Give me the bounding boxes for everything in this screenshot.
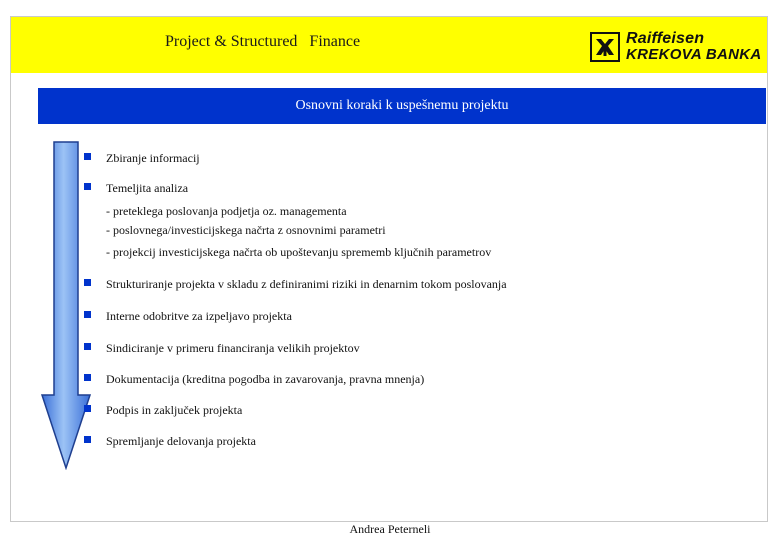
bullet-square-icon	[84, 405, 91, 412]
raiffeisen-gable-cross-icon	[590, 32, 620, 62]
subtitle-text: Osnovni koraki k uspešnemu projektu	[295, 98, 509, 113]
list-item-label: Strukturiranje projekta v skladu z definiranimi riziki in denarnim tokom poslovanja	[106, 277, 507, 291]
bullet-square-icon	[84, 183, 91, 190]
bullet-square-icon	[84, 343, 91, 350]
list-item-label: Zbiranje informacij	[106, 151, 200, 165]
subtitle-bar	[38, 88, 766, 124]
logo-text-raiffeisen: Raiffeisen	[626, 30, 705, 47]
analysis-subitem: - poslovnega/investicijskega načrta z osnovnimi parametri	[106, 223, 386, 237]
bullet-square-icon	[84, 279, 91, 286]
list-item-label: Temeljita analiza	[106, 181, 189, 195]
bullet-square-icon	[84, 436, 91, 443]
raiffeisen-logo	[590, 30, 760, 66]
analysis-subitem: - preteklega poslovanja podjetja oz. managementa	[106, 204, 347, 218]
list-item-label: Dokumentacija (kreditna pogodba in zavarovanja, pravna mnenja)	[106, 372, 425, 386]
list-item-label: Podpis in zaključek projekta	[106, 403, 243, 417]
analysis-subitem: - projekcij investicijskega načrta ob upoštevanju sprememb ključnih parametrov	[106, 245, 492, 259]
list-item-label: Spremljanje delovanja projekta	[106, 434, 256, 448]
bullet-square-icon	[84, 311, 91, 318]
logo-text-krekova-banka: KREKOVA BANKA	[626, 46, 762, 63]
header-title: Project & Structured Finance	[165, 33, 361, 50]
footer-author: Andrea Peterneli	[349, 522, 431, 536]
list-item-label: Sindiciranje v primeru financiranja velikih projektov	[106, 341, 360, 355]
bullet-square-icon	[84, 153, 91, 160]
list-item-label: Interne odobritve za izpeljavo projekta	[106, 309, 292, 323]
bullet-square-icon	[84, 374, 91, 381]
